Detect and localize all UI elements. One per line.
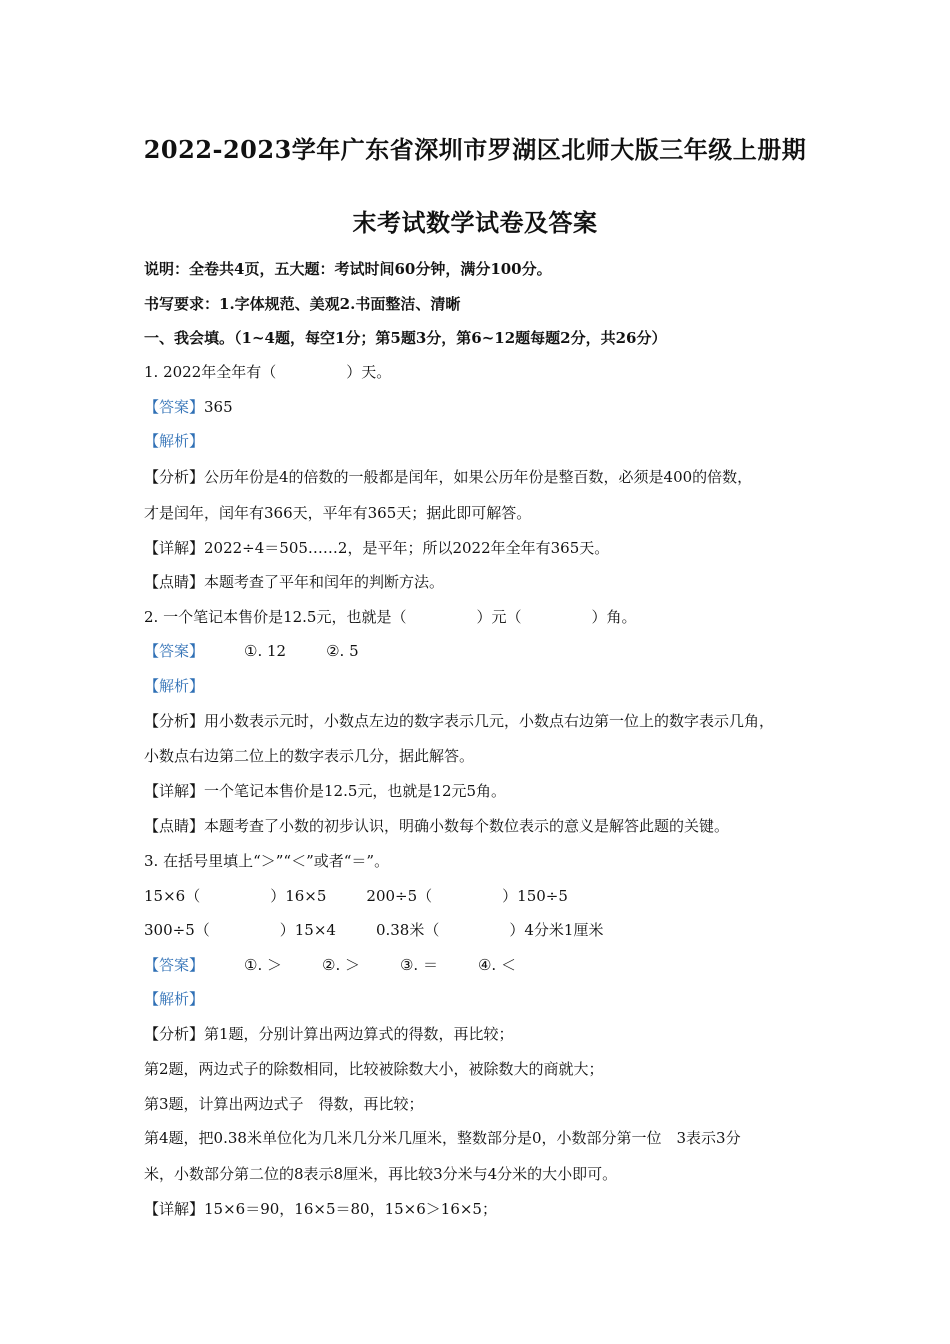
q3-fenxi-2: 第2题，两边式子的除数相同，比较被除数大小，被除数大的商就大； [144,1060,604,1078]
q3-answer-3: ③. ＝ [399,956,438,974]
q3-xiangjie: 【详解】15×6＝90，16×5＝80，15×6＞16×5； [144,1200,497,1218]
q3-stem: 3. 在括号里填上“＞”“＜”或者“＝”。 [144,852,390,870]
q2-stem-a: 2. 一个笔记本售价是12.5元，也就是（ [144,608,407,626]
q2-xiangjie: 【详解】一个笔记本售价是12.5元，也就是12元5角。 [144,782,507,800]
exam-instructions: 说明：全卷共4页，五大题：考试时间60分钟，满分100分。 [144,260,552,278]
q2-answer-1: ①. 12 [244,642,287,660]
q3-r1-d: ）150÷5 [502,887,568,905]
answer-tag: 【答案】 [144,642,205,660]
q3-fenxi-3: 第3题，计算出两边式子 得数，再比较； [144,1095,424,1113]
q1-fenxi-1: 【分析】公历年份是4的倍数的一般都是闰年，如果公历年份是整百数，必须是400的倍数， [144,468,753,486]
q1-stem-a: 1. 2022年全年有（ [144,363,277,381]
q3-fenxi-1: 【分析】第1题，分别计算出两边算式的得数，再比较； [144,1025,514,1043]
doc-title-line-1: 2022-2023学年广东省深圳市罗湖区北师大版三年级上册期 [143,135,807,164]
q3-r1-c: 200÷5（ [366,887,433,905]
q1-xiangjie: 【详解】2022÷4＝505……2，是平年；所以2022年全年有365天。 [144,539,610,557]
q2-stem-b: ）元（ [476,608,522,626]
q3-fenxi-4: 第4题，把0.38米单位化为几米几分米几厘米，整数部分是0，小数部分第一位 3表示3分 [144,1129,741,1147]
q2-stem-c: ）角。 [591,608,637,626]
q1-stem-b: ）天。 [346,363,392,381]
q2-answer-2: ②. 5 [326,642,359,660]
answer-tag: 【答案】 [144,398,205,416]
q1-dianjing: 【点睛】本题考查了平年和闰年的判断方法。 [144,573,445,591]
q3-r1-b: ）16×5 [270,887,327,905]
q2-dianjing: 【点睛】本题考查了小数的初步认识，明确小数每个数位表示的意义是解答此题的关键。 [144,817,730,835]
q2-analysis-tag: 【解析】 [144,677,205,695]
q3-r2-d: ）4分米1厘米 [509,921,604,939]
q3-fenxi-5: 米，小数部分第二位的8表示8厘米，再比较3分米与4分米的大小即可。 [144,1165,618,1183]
q3-row-1 [144,886,568,906]
q3-analysis-tag: 【解析】 [144,990,205,1008]
doc-title-line-2: 末考试数学试卷及答案 [352,208,598,237]
section-1-heading: 一、我会填。（1~4题，每空1分；第5题3分，第6~12题每题2分，共26分） [144,329,667,347]
q1-answer: 365 [204,398,233,416]
q3-answer-1: ①. ＞ [244,956,282,974]
q1-analysis-tag: 【解析】 [144,432,205,450]
q3-r1-a: 15×6（ [144,887,201,905]
q3-r2-a: 300÷5（ [144,921,210,939]
q1-answer-line [144,397,233,417]
writing-requirements: 书写要求：1.字体规范、美观2.书面整洁、清晰 [144,295,461,313]
q3-answer-2: ②. ＞ [322,956,360,974]
q3-answer-4: ④. ＜ [477,956,516,974]
q3-r2-b: ）15×4 [279,921,336,939]
q1-stem [144,362,391,382]
q2-fenxi-2: 小数点右边第二位上的数字表示几分，据此解答。 [144,747,475,765]
q1-fenxi-2: 才是闰年，闰年有366天，平年有365天；据此即可解答。 [144,504,532,522]
q3-r2-c: 0.38米（ [375,921,440,939]
q2-answer-line [144,641,359,661]
q2-stem [144,607,637,627]
q3-row-2 [144,920,603,940]
q2-fenxi-1: 【分析】用小数表示元时，小数点左边的数字表示几元，小数点右边第一位上的数字表示几角， [144,712,775,730]
q3-answer-line [144,955,516,975]
answer-tag: 【答案】 [144,956,205,974]
